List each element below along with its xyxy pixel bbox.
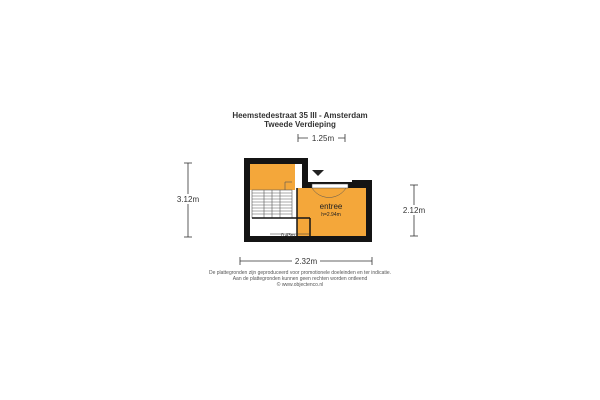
- room-height: h=2.94m: [321, 212, 341, 218]
- right-dimension-label: 2.12m: [402, 206, 426, 215]
- room-name: entree: [319, 202, 343, 211]
- entrance-door: [312, 184, 348, 188]
- top-dimension: [298, 133, 345, 143]
- landing-dimension-label: 0.43m: [281, 233, 295, 239]
- disclaimer-line-3: © www.objectenco.nl: [276, 282, 324, 288]
- landing-area: [250, 164, 295, 190]
- bottom-dimension-label: 2.32m: [294, 257, 318, 266]
- bottom-dimension: [240, 256, 372, 266]
- left-dimension: [176, 163, 200, 237]
- plan-address-title: Heemstedestraat 35 III - Amsterdam: [232, 111, 368, 120]
- entrance-arrow-icon: [312, 170, 324, 176]
- disclaimer-line-1: De plattegronden zijn geproduceerd voor promotionele doeleinden en ter indicatie.: [208, 270, 392, 276]
- top-dimension-label: 1.25m: [311, 134, 335, 143]
- disclaimer-line-2: Aan de plattegronden kunnen geen rechten worden ontleend: [232, 276, 368, 282]
- right-dimension: [402, 185, 426, 236]
- left-dimension-label: 3.12m: [176, 195, 200, 204]
- plan-floor-title: Tweede Verdieping: [264, 120, 336, 129]
